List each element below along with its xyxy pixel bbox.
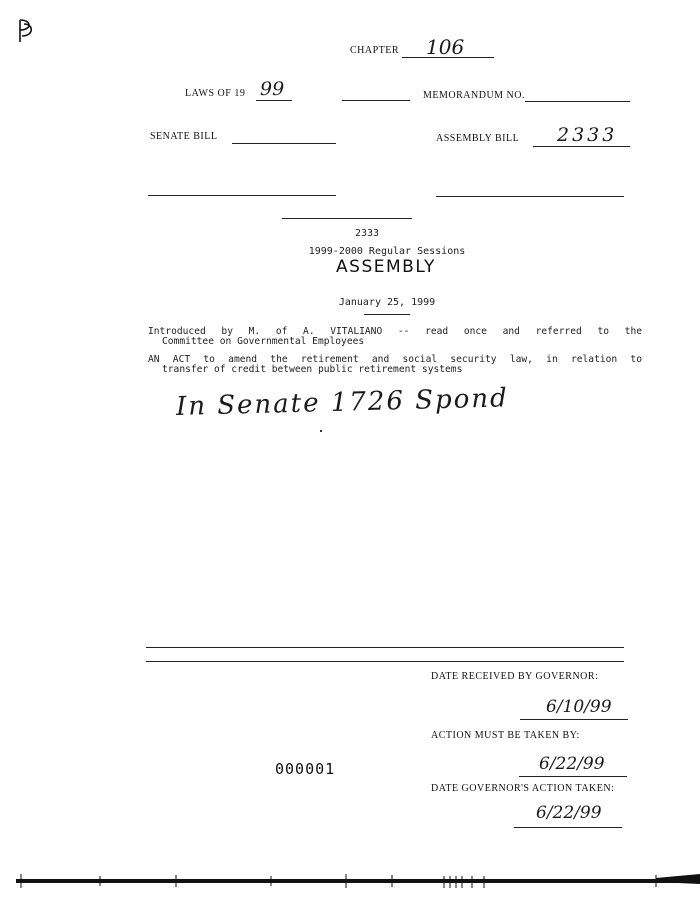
act-line-2: transfer of credit between public retirement systems: [162, 364, 463, 375]
assembly-bill-label: ASSEMBLY BILL: [436, 133, 520, 144]
act-line-1: AN ACT to amend the retirement and social security law, in relation to: [148, 354, 642, 365]
senate-bill-label: SENATE BILL: [150, 131, 218, 142]
laws-extra-line: [342, 100, 410, 101]
scan-edge-ticks: [16, 872, 700, 890]
introduced-line-1: Introduced by M. of A. VITALIANO -- read once and referred to the: [148, 326, 642, 337]
introduced-line-2: Committee on Governmental Employees: [162, 336, 365, 347]
corner-mark-icon: [14, 16, 40, 46]
short-rule-top: [282, 218, 412, 219]
dot-mark: [320, 430, 322, 432]
session-title: 1999-2000 Regular Sessions: [308, 246, 466, 257]
bill-number: 2333: [354, 228, 380, 239]
assembly-bill-value: 2333: [557, 124, 618, 146]
laws-year-value: 99: [260, 78, 285, 100]
assembly-bill-field: [533, 124, 630, 147]
divider-line-2: [146, 661, 624, 662]
memorandum-field: [525, 101, 630, 102]
action-taken-field: [514, 803, 622, 828]
action-taken-value: 6/22/99: [536, 803, 602, 823]
memorandum-label: MEMORANDUM NO.: [423, 90, 526, 101]
chapter-value: 106: [426, 35, 465, 59]
date-received-field: [520, 699, 628, 720]
date-received-value: 6/10/99: [546, 697, 612, 717]
scan-edge-ticks-icon: [16, 872, 700, 890]
action-taken-label: DATE GOVERNOR'S ACTION TAKEN:: [431, 783, 615, 794]
laws-year-field: [256, 80, 292, 101]
chapter-field: [402, 35, 494, 58]
divider-line-1: [146, 647, 624, 648]
blank-line-left: [148, 195, 336, 196]
senate-bill-field: [232, 143, 336, 144]
laws-label: LAWS OF 19: [185, 88, 246, 99]
short-rule-date: [364, 314, 410, 315]
blank-line-right: [436, 196, 624, 197]
chapter-label: CHAPTER: [350, 45, 400, 56]
action-by-value: 6/22/99: [539, 754, 605, 774]
action-by-label: ACTION MUST BE TAKEN BY:: [431, 730, 580, 741]
handwritten-note: In Senate 1726 Spond: [175, 383, 510, 422]
corner-mark: [14, 16, 40, 46]
action-by-field: [519, 756, 627, 777]
bill-date: January 25, 1999: [338, 297, 436, 308]
page-number: 000001: [275, 760, 336, 778]
house-title: ASSEMBLY: [336, 257, 436, 277]
date-received-label: DATE RECEIVED BY GOVERNOR:: [431, 671, 599, 682]
